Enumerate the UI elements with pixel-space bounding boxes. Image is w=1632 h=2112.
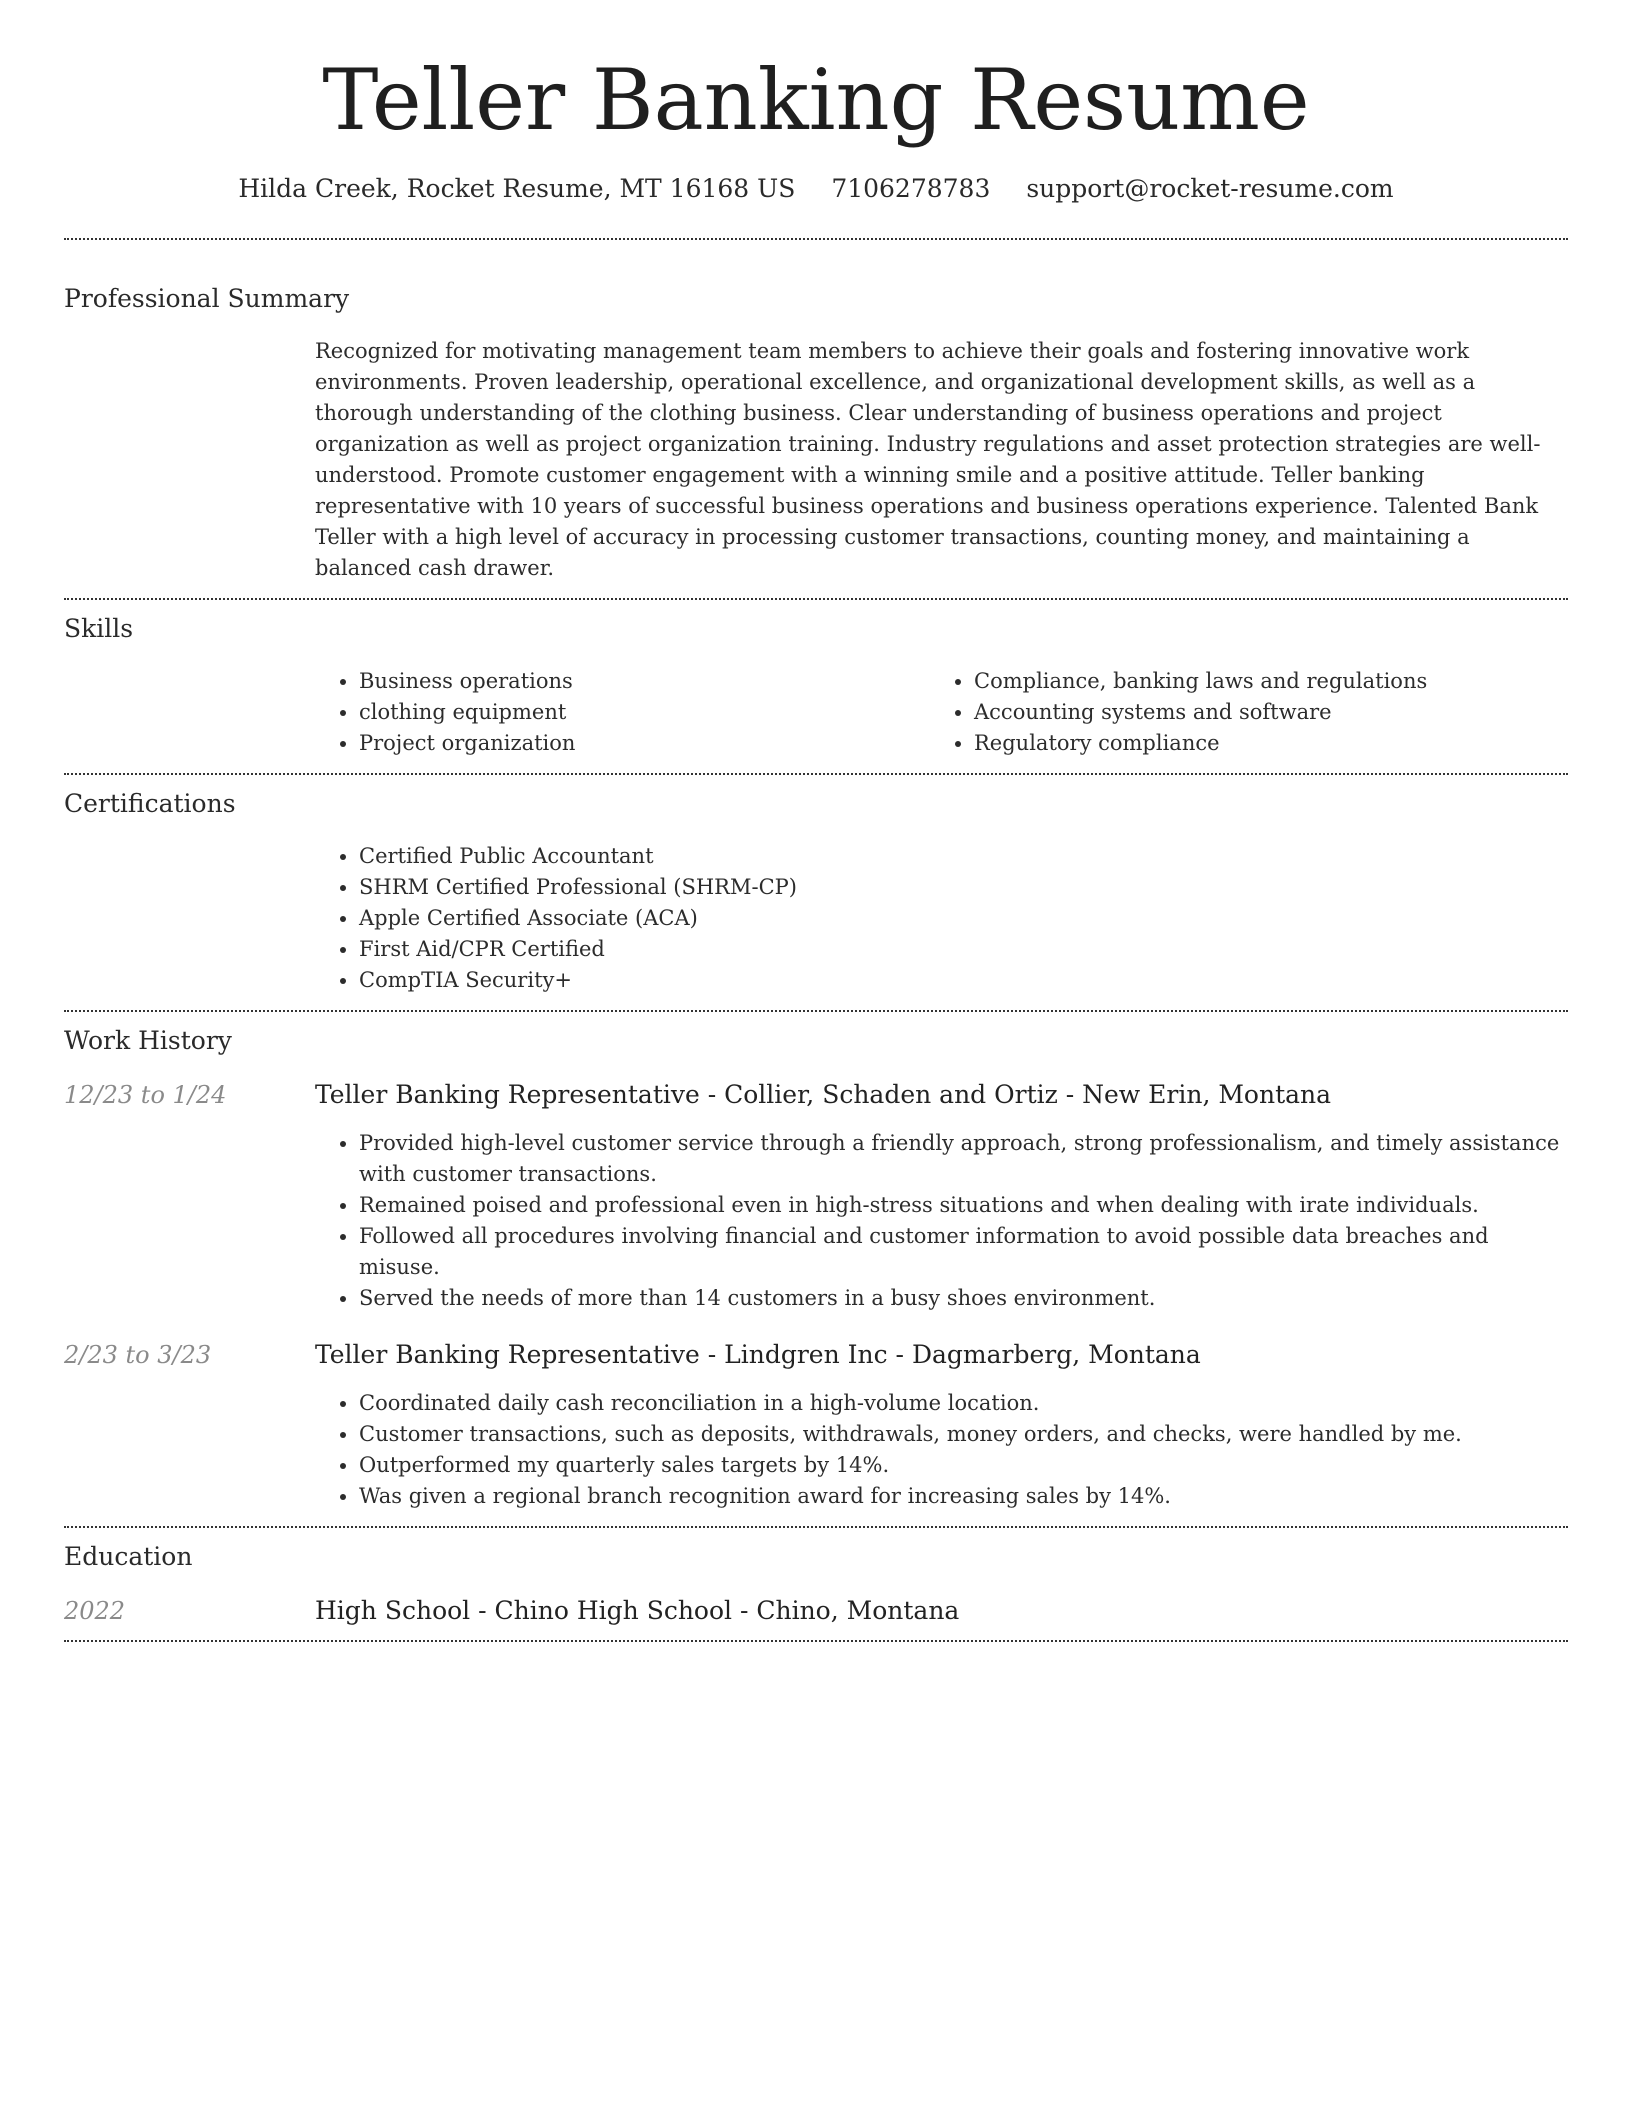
education-date: 2022 xyxy=(64,1597,126,1625)
resume-title: Teller Banking Resume xyxy=(322,51,1310,149)
summary-text: Recognized for motivating management team members to achieve their goals and fostering innovative work environments. Proven leadership, operational excellence, and organizational development skills, as well as a thorough understanding of the clothing business. Clear understanding of business operations and project organization as well as project organization training. Industry regulations and asset protection strategies are well-understood. Promote customer engagement with a winning smile and a positive attitude. Teller banking representative with 10 years of successful business operations and business operations experience. Talented Bank Teller with a high level of accuracy in processing customer transactions, counting money, and maintaining a balanced cash drawer. xyxy=(315,339,1541,580)
job-bullets xyxy=(315,1128,1568,1314)
job-bullet: • Customer transactions, such as deposits, withdrawals, money orders, and checks, were handled by me. xyxy=(359,1419,1568,1450)
job-entry xyxy=(64,1340,1568,1512)
job-bullet: • Remained poised and professional even in high-stress situations and when dealing with irate individuals. xyxy=(359,1190,1568,1221)
job-bullet: • Provided high-level customer service through a friendly approach, strong professionalism, and timely assistance with customer transactions. xyxy=(359,1128,1568,1190)
certification-item: • Apple Certified Associate (ACA) xyxy=(359,903,1568,934)
job-title: Teller Banking Representative - Lindgren Inc - Dagmarberg, Montana xyxy=(315,1340,1201,1369)
job-bullet: • Outperformed my quarterly sales targets by 14%. xyxy=(359,1450,1568,1481)
contact-address: Hilda Creek, Rocket Resume, MT 16168 US xyxy=(238,174,796,203)
education-heading: Education xyxy=(64,1542,193,1571)
skill-item: • Business operations xyxy=(359,666,930,697)
certifications-list xyxy=(315,841,1568,996)
contact-email: support@rocket-resume.com xyxy=(1026,174,1394,203)
job-bullet: • Was given a regional branch recognition award for increasing sales by 14%. xyxy=(359,1481,1568,1512)
job-bullet: • Followed all procedures involving financial and customer information to avoid possible data breaches and misuse. xyxy=(359,1221,1568,1283)
contact-line xyxy=(64,174,1568,204)
certifications-content xyxy=(315,841,1568,996)
job-bullets xyxy=(315,1388,1568,1512)
certifications-section xyxy=(64,775,1568,1010)
education-section xyxy=(64,1528,1568,1640)
job-bullet: • Coordinated daily cash reconciliation in a high-volume location. xyxy=(359,1388,1568,1419)
certification-item: • First Aid/CPR Certified xyxy=(359,934,1568,965)
skills-heading: Skills xyxy=(64,614,134,643)
skill-item: • clothing equipment xyxy=(359,697,930,728)
job-entry xyxy=(64,1080,1568,1314)
skill-item: • Compliance, banking laws and regulations xyxy=(974,666,1545,697)
certification-item: • Certified Public Accountant xyxy=(359,841,1568,872)
job-details xyxy=(315,1128,1568,1314)
skill-item: • Regulatory compliance xyxy=(974,728,1545,759)
job-date: 2/23 to 3/23 xyxy=(64,1341,212,1369)
skills-list-right xyxy=(930,666,1545,759)
certifications-heading: Certifications xyxy=(64,789,236,818)
skill-item: • Accounting systems and software xyxy=(974,697,1545,728)
skills-columns xyxy=(315,666,1568,759)
skills-section xyxy=(64,600,1568,773)
job-bullet: • Served the needs of more than 14 customers in a busy shoes environment. xyxy=(359,1283,1568,1314)
education-title: High School - Chino High School - Chino, Montana xyxy=(315,1596,960,1625)
job-details xyxy=(315,1388,1568,1512)
job-title: Teller Banking Representative - Collier, Schaden and Ortiz - New Erin, Montana xyxy=(315,1080,1332,1109)
contact-phone: 7106278783 xyxy=(831,174,991,203)
certification-item: • SHRM Certified Professional (SHRM-CP) xyxy=(359,872,1568,903)
skills-list-left xyxy=(315,666,930,759)
summary-heading: Professional Summary xyxy=(64,284,350,313)
job-date: 12/23 to 1/24 xyxy=(64,1081,227,1109)
education-divider xyxy=(64,1640,1568,1642)
certification-item: • CompTIA Security+ xyxy=(359,965,1568,996)
work-history-section xyxy=(64,1012,1568,1526)
work-history-heading: Work History xyxy=(64,1026,232,1055)
education-entry xyxy=(64,1596,1568,1626)
skill-item: • Project organization xyxy=(359,728,930,759)
summary-section xyxy=(64,240,1568,598)
